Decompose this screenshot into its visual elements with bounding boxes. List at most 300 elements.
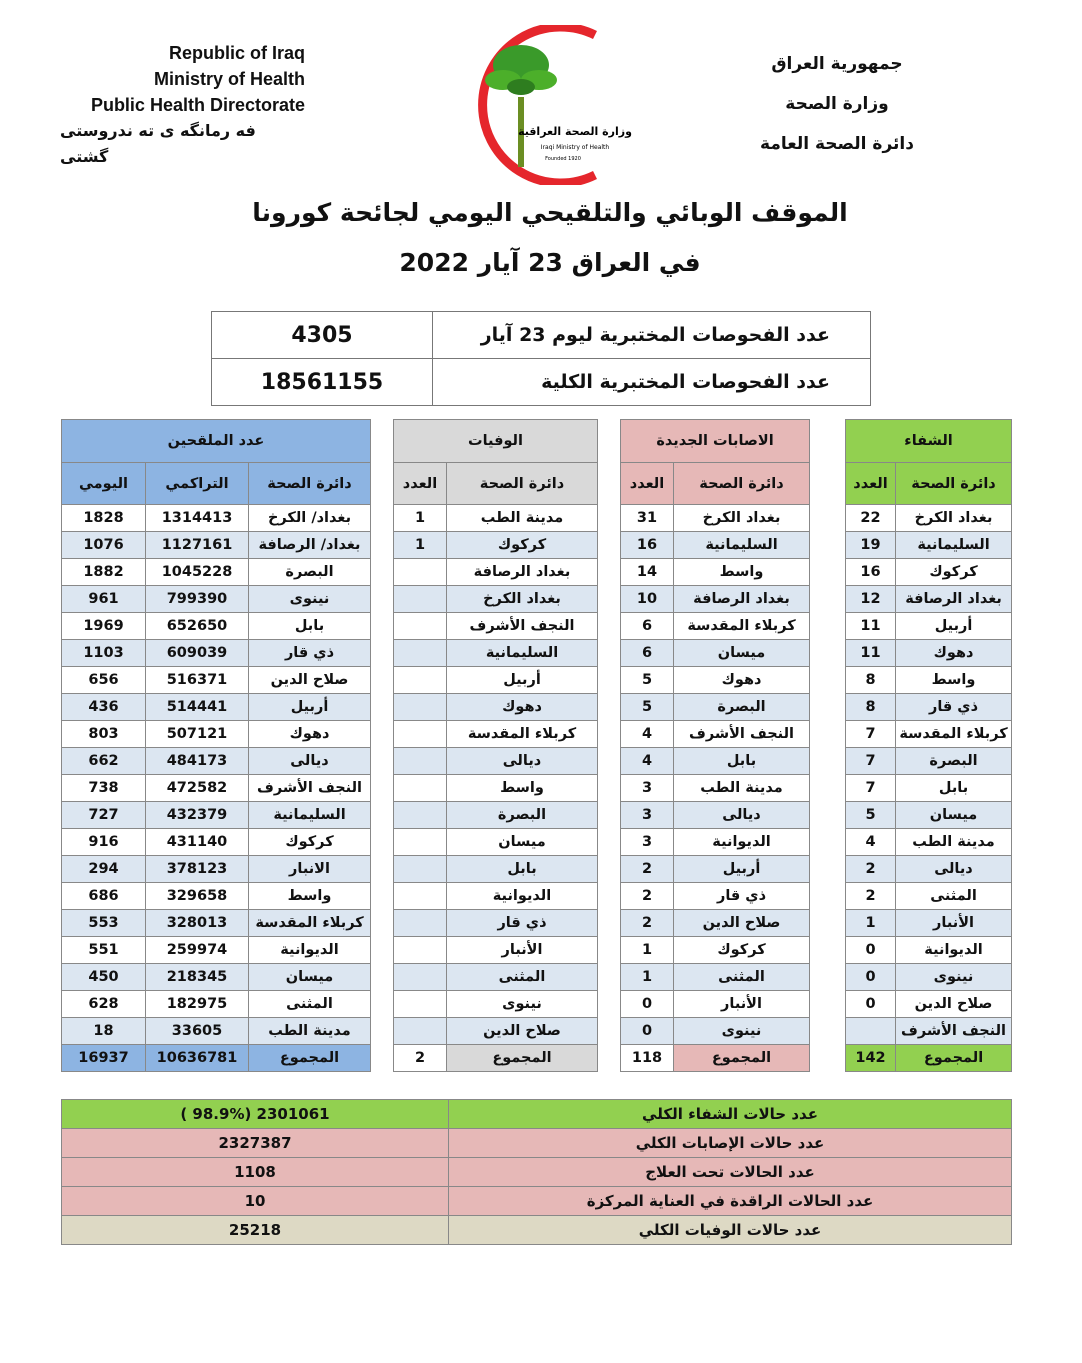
vaccinated-department: ديالى xyxy=(249,748,371,775)
header-english xyxy=(60,40,305,170)
gap xyxy=(810,883,846,910)
gap xyxy=(598,559,621,586)
recovered-count: 5 xyxy=(846,802,896,829)
recovered-department: كركوك xyxy=(896,559,1012,586)
vaccinated-department: أربيل xyxy=(249,694,371,721)
total-label: المجموع xyxy=(674,1045,810,1072)
vaccinated-cumulative: 328013 xyxy=(146,910,249,937)
gap xyxy=(598,1045,621,1072)
vaccinated-department: بغداد/ الرصافة xyxy=(249,532,371,559)
cases-count: 1 xyxy=(621,937,674,964)
vaccinated-cumulative: 799390 xyxy=(146,586,249,613)
vaccinated-department: البصرة xyxy=(249,559,371,586)
gap xyxy=(371,964,394,991)
deaths-department: الأنبار xyxy=(447,937,598,964)
summary-row xyxy=(62,1216,1012,1245)
gap xyxy=(598,721,621,748)
tests-total-value: 18561155 xyxy=(212,359,433,406)
summary-value: 10 xyxy=(62,1187,449,1216)
summary-label: عدد الحالات الراقدة في العناية المركزة xyxy=(449,1187,1012,1216)
vaccinated-department: كركوك xyxy=(249,829,371,856)
cases-department: بغداد الرصافة xyxy=(674,586,810,613)
deaths-department: المثنى xyxy=(447,964,598,991)
recovered-count: 0 xyxy=(846,937,896,964)
gap xyxy=(810,559,846,586)
gap xyxy=(598,775,621,802)
table-row xyxy=(62,802,1012,829)
header-en-line: Republic of Iraq xyxy=(168,43,305,63)
vaccinated-cumulative: 1045228 xyxy=(146,559,249,586)
summary-value: 1108 xyxy=(62,1158,449,1187)
cases-department: نينوى xyxy=(674,1018,810,1045)
gap xyxy=(810,694,846,721)
vaccinated-cumulative: 218345 xyxy=(146,964,249,991)
gap xyxy=(598,532,621,559)
summary-value: 2327387 xyxy=(62,1129,449,1158)
recovered-count xyxy=(846,1018,896,1045)
deaths-count xyxy=(394,559,447,586)
cases-count: 2 xyxy=(621,883,674,910)
gap xyxy=(598,613,621,640)
gap xyxy=(598,420,621,463)
gap xyxy=(810,532,846,559)
vaccinated-cumulative: 472582 xyxy=(146,775,249,802)
summary-row xyxy=(62,1158,1012,1187)
vaccinated-daily: 436 xyxy=(62,694,146,721)
gap xyxy=(810,829,846,856)
cases-department: واسط xyxy=(674,559,810,586)
gap xyxy=(810,964,846,991)
cases-count: 6 xyxy=(621,613,674,640)
table-row xyxy=(62,505,1012,532)
cases-department: أربيل xyxy=(674,856,810,883)
cases-department: ميسان xyxy=(674,640,810,667)
vaccinated-cumulative: 329658 xyxy=(146,883,249,910)
recovered-count: 7 xyxy=(846,721,896,748)
cases-count: 5 xyxy=(621,694,674,721)
deaths-count xyxy=(394,694,447,721)
vaccinated-department: السليمانية xyxy=(249,802,371,829)
vaccinated-daily: 727 xyxy=(62,802,146,829)
gap xyxy=(371,1045,394,1072)
recovered-department: الأنبار xyxy=(896,910,1012,937)
gap xyxy=(371,420,394,463)
deaths-department: نينوى xyxy=(447,991,598,1018)
vaccinated-daily: 961 xyxy=(62,586,146,613)
cases-count: 2 xyxy=(621,910,674,937)
recovered-department: دهوك xyxy=(896,640,1012,667)
gap xyxy=(810,505,846,532)
table-row xyxy=(62,613,1012,640)
header-ar-line: جمهورية العراق xyxy=(771,54,903,74)
summary-table xyxy=(61,1099,1012,1245)
gap xyxy=(371,667,394,694)
gap xyxy=(810,613,846,640)
header-ar-line: دائرة الصحة العامة xyxy=(760,134,914,154)
vaccinated-daily: 18 xyxy=(62,1018,146,1045)
vaccinated-cumulative: 259974 xyxy=(146,937,249,964)
cases-department: ذي قار xyxy=(674,883,810,910)
gap xyxy=(371,559,394,586)
cases-department: الديوانية xyxy=(674,829,810,856)
group-recovered: الشفاء xyxy=(846,420,1012,463)
recovered-count: 4 xyxy=(846,829,896,856)
deaths-count xyxy=(394,775,447,802)
col-department: دائرة الصحة xyxy=(447,463,598,505)
vaccinated-daily: 686 xyxy=(62,883,146,910)
recovered-department: كربلاء المقدسة xyxy=(896,721,1012,748)
cases-count: 6 xyxy=(621,640,674,667)
deaths-count xyxy=(394,856,447,883)
vaccinated-department: النجف الأشرف xyxy=(249,775,371,802)
recovered-count: 2 xyxy=(846,883,896,910)
gap xyxy=(371,802,394,829)
vaccinated-cumulative: 507121 xyxy=(146,721,249,748)
tests-row xyxy=(212,312,871,359)
recovered-department: السليمانية xyxy=(896,532,1012,559)
vaccinated-department: ذي قار xyxy=(249,640,371,667)
cases-count: 2 xyxy=(621,856,674,883)
table-row xyxy=(62,910,1012,937)
vaccinated-daily: 656 xyxy=(62,667,146,694)
gap xyxy=(598,748,621,775)
recovered-count: 0 xyxy=(846,964,896,991)
deaths-department: أربيل xyxy=(447,667,598,694)
cases-department: بغداد الكرخ xyxy=(674,505,810,532)
vaccinated-daily: 1828 xyxy=(62,505,146,532)
recovered-department: مدينة الطب xyxy=(896,829,1012,856)
vaccinated-cumulative: 431140 xyxy=(146,829,249,856)
recovered-count: 11 xyxy=(846,640,896,667)
col-count: العدد xyxy=(846,463,896,505)
group-new-cases: الاصابات الجديدة xyxy=(621,420,810,463)
table-row xyxy=(62,559,1012,586)
cases-department: ديالى xyxy=(674,802,810,829)
gap xyxy=(598,505,621,532)
summary-value: ( 98.9%) 2301061 xyxy=(62,1100,449,1129)
vaccinated-cumulative: 33605 xyxy=(146,1018,249,1045)
cases-count: 10 xyxy=(621,586,674,613)
total-label: المجموع xyxy=(447,1045,598,1072)
vaccinated-department: مدينة الطب xyxy=(249,1018,371,1045)
deaths-department: البصرة xyxy=(447,802,598,829)
gap xyxy=(810,586,846,613)
deaths-department: كربلاء المقدسة xyxy=(447,721,598,748)
header-en-line: Ministry of Health xyxy=(153,69,305,89)
gap xyxy=(810,991,846,1018)
vaccinated-department: دهوك xyxy=(249,721,371,748)
gap xyxy=(598,883,621,910)
gap xyxy=(371,775,394,802)
vaccinated-daily: 916 xyxy=(62,829,146,856)
gap xyxy=(810,420,846,463)
deaths-department: مدينة الطب xyxy=(447,505,598,532)
vaccinated-daily: 1882 xyxy=(62,559,146,586)
recovered-department: الديوانية xyxy=(896,937,1012,964)
total-vaccinated-cumulative: 10636781 xyxy=(146,1045,249,1072)
total-cases: 118 xyxy=(621,1045,674,1072)
gap xyxy=(371,505,394,532)
vaccinated-cumulative: 484173 xyxy=(146,748,249,775)
report-title: الموقف الوبائي والتلقيحي اليومي لجائحة كورونا xyxy=(252,198,848,227)
col-department: دائرة الصحة xyxy=(896,463,1012,505)
logo-text-ar: وزارة الصحة العراقية xyxy=(518,125,632,138)
totals-row xyxy=(62,1045,1012,1072)
cases-count: 16 xyxy=(621,532,674,559)
total-label: المجموع xyxy=(896,1045,1012,1072)
vaccinated-department: الانبار xyxy=(249,856,371,883)
deaths-department: بابل xyxy=(447,856,598,883)
header-ar-line: وزارة الصحة xyxy=(785,94,889,114)
vaccinated-cumulative: 609039 xyxy=(146,640,249,667)
summary-label: عدد حالات الإصابات الكلي xyxy=(449,1129,1012,1158)
gap xyxy=(371,640,394,667)
cases-department: كركوك xyxy=(674,937,810,964)
gap xyxy=(371,937,394,964)
deaths-department: واسط xyxy=(447,775,598,802)
vaccinated-daily: 553 xyxy=(62,910,146,937)
gap xyxy=(598,910,621,937)
recovered-count: 8 xyxy=(846,667,896,694)
cases-department: السليمانية xyxy=(674,532,810,559)
col-department: دائرة الصحة xyxy=(249,463,371,505)
recovered-count: 2 xyxy=(846,856,896,883)
table-row xyxy=(62,775,1012,802)
tests-daily-value: 4305 xyxy=(212,312,433,359)
recovered-department: النجف الأشرف xyxy=(896,1018,1012,1045)
group-vaccinated: عدد الملقحين xyxy=(62,420,371,463)
vaccinated-daily: 294 xyxy=(62,856,146,883)
deaths-count xyxy=(394,748,447,775)
gap xyxy=(371,694,394,721)
tests-row xyxy=(212,359,871,406)
deaths-department: كركوك xyxy=(447,532,598,559)
vaccinated-department: المثنى xyxy=(249,991,371,1018)
deaths-department: السليمانية xyxy=(447,640,598,667)
summary-value: 25218 xyxy=(62,1216,449,1245)
gap xyxy=(810,937,846,964)
gap xyxy=(598,856,621,883)
cases-count: 0 xyxy=(621,991,674,1018)
cases-department: كربلاء المقدسة xyxy=(674,613,810,640)
cases-department: الأنبار xyxy=(674,991,810,1018)
deaths-department: بغداد الرصافة xyxy=(447,559,598,586)
tests-total-label: عدد الفحوصات المختبرية الكلية xyxy=(433,359,871,406)
stats-table xyxy=(61,419,1012,1072)
vaccinated-cumulative: 516371 xyxy=(146,667,249,694)
gap xyxy=(371,463,394,505)
total-vaccinated-daily: 16937 xyxy=(62,1045,146,1072)
cases-department: دهوك xyxy=(674,667,810,694)
recovered-count: 0 xyxy=(846,991,896,1018)
recovered-department: ذي قار xyxy=(896,694,1012,721)
table-row xyxy=(62,694,1012,721)
gap xyxy=(598,694,621,721)
vaccinated-department: كربلاء المقدسة xyxy=(249,910,371,937)
deaths-count xyxy=(394,937,447,964)
recovered-count: 19 xyxy=(846,532,896,559)
col-daily: اليومي xyxy=(62,463,146,505)
vaccinated-department: نينوى xyxy=(249,586,371,613)
deaths-count xyxy=(394,829,447,856)
deaths-count xyxy=(394,910,447,937)
vaccinated-daily: 1103 xyxy=(62,640,146,667)
recovered-department: أربيل xyxy=(896,613,1012,640)
cases-count: 5 xyxy=(621,667,674,694)
cases-count: 14 xyxy=(621,559,674,586)
gap xyxy=(810,640,846,667)
gap xyxy=(810,1045,846,1072)
recovered-department: المثنى xyxy=(896,883,1012,910)
cases-department: مدينة الطب xyxy=(674,775,810,802)
vaccinated-department: بغداد/ الكرخ xyxy=(249,505,371,532)
vaccinated-department: الديوانية xyxy=(249,937,371,964)
gap xyxy=(598,463,621,505)
gap xyxy=(371,586,394,613)
cases-department: المثنى xyxy=(674,964,810,991)
table-row xyxy=(62,964,1012,991)
deaths-department: ذي قار xyxy=(447,910,598,937)
vaccinated-cumulative: 652650 xyxy=(146,613,249,640)
gap xyxy=(598,991,621,1018)
gap xyxy=(810,910,846,937)
gap xyxy=(810,748,846,775)
gap xyxy=(371,991,394,1018)
logo-text-en: Iraqi Ministry of Health xyxy=(540,144,610,151)
vaccinated-cumulative: 1314413 xyxy=(146,505,249,532)
deaths-department: دهوك xyxy=(447,694,598,721)
vaccinated-department: ميسان xyxy=(249,964,371,991)
cases-department: النجف الأشرف xyxy=(674,721,810,748)
recovered-count: 12 xyxy=(846,586,896,613)
deaths-count xyxy=(394,586,447,613)
cases-department: البصرة xyxy=(674,694,810,721)
gap xyxy=(598,1018,621,1045)
deaths-count xyxy=(394,802,447,829)
gap xyxy=(598,829,621,856)
summary-label: عدد حالات الشفاء الكلي xyxy=(449,1100,1012,1129)
header-kurdish-line: فه رمانگه ی ته ندروستی گشتی xyxy=(60,121,256,166)
table-row xyxy=(62,1018,1012,1045)
gap xyxy=(371,829,394,856)
group-deaths: الوفيات xyxy=(394,420,598,463)
cases-count: 0 xyxy=(621,1018,674,1045)
col-count: العدد xyxy=(394,463,447,505)
vaccinated-department: صلاح الدين xyxy=(249,667,371,694)
cases-count: 4 xyxy=(621,721,674,748)
deaths-count: 1 xyxy=(394,505,447,532)
total-label: المجموع xyxy=(249,1045,371,1072)
table-row xyxy=(62,586,1012,613)
deaths-department: بغداد الكرخ xyxy=(447,586,598,613)
gap xyxy=(598,937,621,964)
deaths-department: ميسان xyxy=(447,829,598,856)
vaccinated-cumulative: 1127161 xyxy=(146,532,249,559)
table-row xyxy=(62,667,1012,694)
cases-count: 1 xyxy=(621,964,674,991)
vaccinated-daily: 662 xyxy=(62,748,146,775)
deaths-count xyxy=(394,1018,447,1045)
gap xyxy=(371,856,394,883)
vaccinated-daily: 1969 xyxy=(62,613,146,640)
deaths-count xyxy=(394,721,447,748)
summary-label: عدد الحالات تحت العلاج xyxy=(449,1158,1012,1187)
deaths-count xyxy=(394,991,447,1018)
cases-count: 31 xyxy=(621,505,674,532)
gap xyxy=(810,463,846,505)
cases-count: 3 xyxy=(621,775,674,802)
deaths-count xyxy=(394,613,447,640)
report-date: في العراق 23 آيار 2022 xyxy=(399,248,701,277)
deaths-count: 1 xyxy=(394,532,447,559)
header-arabic xyxy=(722,44,952,164)
tests-table xyxy=(211,311,871,406)
table-row xyxy=(62,856,1012,883)
cases-count: 3 xyxy=(621,829,674,856)
table-row xyxy=(62,991,1012,1018)
summary-label: عدد حالات الوفيات الكلي xyxy=(449,1216,1012,1245)
vaccinated-daily: 1076 xyxy=(62,532,146,559)
vaccinated-department: بابل xyxy=(249,613,371,640)
ministry-logo xyxy=(445,25,640,185)
recovered-count: 1 xyxy=(846,910,896,937)
deaths-count xyxy=(394,640,447,667)
vaccinated-cumulative: 514441 xyxy=(146,694,249,721)
group-header-row xyxy=(62,420,1012,463)
summary-row xyxy=(62,1100,1012,1129)
recovered-department: صلاح الدين xyxy=(896,991,1012,1018)
table-row xyxy=(62,883,1012,910)
recovered-count: 7 xyxy=(846,748,896,775)
gap xyxy=(810,721,846,748)
vaccinated-daily: 738 xyxy=(62,775,146,802)
gap xyxy=(371,721,394,748)
gap xyxy=(598,586,621,613)
gap xyxy=(371,910,394,937)
gap xyxy=(810,802,846,829)
gap xyxy=(598,802,621,829)
cases-department: صلاح الدين xyxy=(674,910,810,937)
table-row xyxy=(62,532,1012,559)
header-en-line: Public Health Directorate xyxy=(90,95,305,115)
deaths-count xyxy=(394,883,447,910)
gap xyxy=(598,667,621,694)
vaccinated-daily: 450 xyxy=(62,964,146,991)
gap xyxy=(371,883,394,910)
table-row xyxy=(62,829,1012,856)
recovered-department: ديالى xyxy=(896,856,1012,883)
vaccinated-department: واسط xyxy=(249,883,371,910)
recovered-department: بغداد الرصافة xyxy=(896,586,1012,613)
gap xyxy=(598,640,621,667)
gap xyxy=(810,1018,846,1045)
gap xyxy=(810,667,846,694)
cases-count: 3 xyxy=(621,802,674,829)
col-count: العدد xyxy=(621,463,674,505)
deaths-count xyxy=(394,667,447,694)
table-row xyxy=(62,721,1012,748)
logo-founded: Founded 1920 xyxy=(545,156,581,162)
deaths-department: الديوانية xyxy=(447,883,598,910)
summary-row xyxy=(62,1129,1012,1158)
vaccinated-daily: 551 xyxy=(62,937,146,964)
gap xyxy=(810,775,846,802)
table-row xyxy=(62,640,1012,667)
recovered-department: بغداد الكرخ xyxy=(896,505,1012,532)
table-row xyxy=(62,937,1012,964)
cases-department: بابل xyxy=(674,748,810,775)
recovered-count: 11 xyxy=(846,613,896,640)
